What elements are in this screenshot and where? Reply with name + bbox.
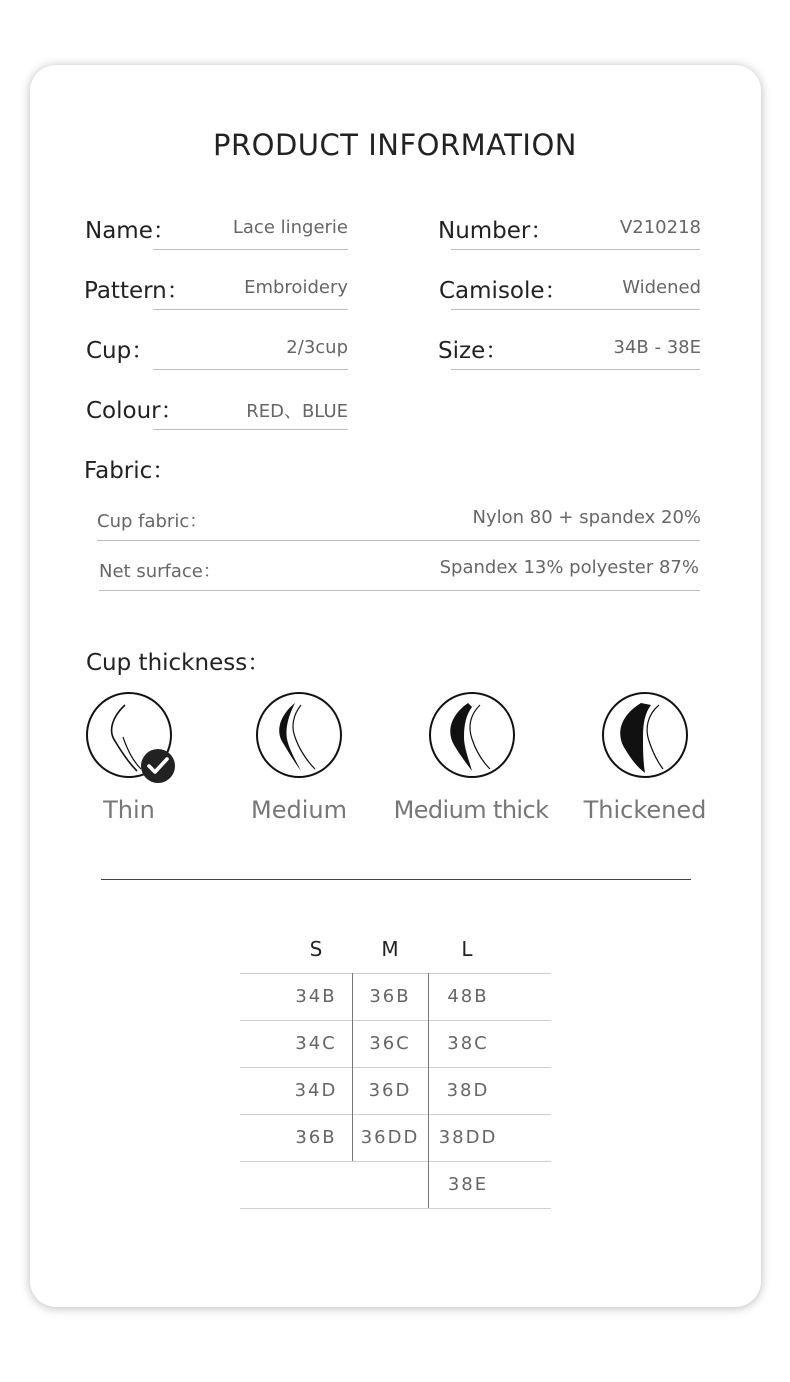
cup-fabric-divider bbox=[97, 540, 700, 541]
cup-divider bbox=[153, 369, 348, 370]
number-value: V210218 bbox=[619, 217, 701, 238]
table-cell: 36D bbox=[368, 1080, 412, 1101]
product-info-card bbox=[30, 65, 761, 1307]
table-rule bbox=[240, 1114, 551, 1115]
size-divider bbox=[451, 369, 700, 370]
cup-label: Cup： bbox=[86, 338, 155, 364]
name-value: Lace lingerie bbox=[232, 217, 348, 238]
cup-fabric-value: Nylon 80 + spandex 20% bbox=[472, 507, 701, 528]
selected-check-icon bbox=[141, 749, 175, 783]
fabric-heading: Fabric： bbox=[84, 458, 176, 484]
colour-label: Colour： bbox=[86, 398, 184, 424]
table-cell: 36B bbox=[295, 1127, 337, 1148]
thickness-option-thin[interactable]: Thin bbox=[103, 796, 155, 824]
medium-cup-icon bbox=[255, 691, 343, 779]
page-title: PRODUCT INFORMATION bbox=[213, 128, 577, 162]
table-rule bbox=[240, 973, 551, 974]
section-divider bbox=[101, 879, 691, 880]
table-rule bbox=[240, 1067, 551, 1068]
pattern-value: Embroidery bbox=[244, 277, 348, 298]
thickness-option-thickened[interactable]: Thickened bbox=[583, 796, 707, 824]
net-surface-divider bbox=[99, 590, 700, 591]
table-rule bbox=[240, 1161, 551, 1162]
camisole-value: Widened bbox=[622, 277, 701, 298]
colour-divider bbox=[153, 429, 348, 430]
table-cell: 38E bbox=[447, 1174, 489, 1195]
pattern-label: Pattern： bbox=[84, 278, 190, 304]
table-cell: 36C bbox=[369, 1033, 411, 1054]
net-surface-label: Net surface： bbox=[99, 561, 221, 582]
table-cell: 36B bbox=[369, 986, 411, 1007]
table-cell: 36DD bbox=[360, 1127, 420, 1148]
table-cell: 38DD bbox=[438, 1127, 498, 1148]
thickness-option-medium[interactable]: Medium bbox=[251, 796, 347, 824]
thickened-cup-icon bbox=[601, 691, 689, 779]
thickness-option-medium-thick[interactable]: Medium thick bbox=[393, 796, 549, 824]
name-divider bbox=[153, 249, 348, 250]
size-value: 34B - 38E bbox=[613, 337, 701, 358]
size-header-m: M bbox=[381, 937, 399, 961]
name-label: Name： bbox=[85, 218, 176, 244]
camisole-label: Camisole： bbox=[439, 278, 568, 304]
size-label: Size： bbox=[438, 338, 509, 364]
cup-value: 2/3cup bbox=[286, 337, 348, 358]
pattern-divider bbox=[153, 309, 348, 310]
camisole-divider bbox=[451, 309, 700, 310]
table-cell: 38C bbox=[447, 1033, 489, 1054]
table-cell: 34D bbox=[294, 1080, 338, 1101]
cup-thickness-heading: Cup thickness： bbox=[86, 650, 271, 676]
number-label: Number： bbox=[438, 218, 554, 244]
table-cell: 34C bbox=[295, 1033, 337, 1054]
size-header-l: L bbox=[461, 937, 473, 961]
net-surface-value: Spandex 13% polyester 87% bbox=[439, 557, 699, 578]
colour-value: RED、BLUE bbox=[246, 401, 348, 422]
table-rule bbox=[240, 1020, 551, 1021]
table-cell: 34B bbox=[295, 986, 337, 1007]
table-cell: 38D bbox=[446, 1080, 490, 1101]
cup-fabric-label: Cup fabric： bbox=[97, 511, 208, 532]
size-header-s: S bbox=[309, 937, 323, 961]
table-rule bbox=[240, 1208, 551, 1209]
table-cell: 48B bbox=[447, 986, 489, 1007]
number-divider bbox=[451, 249, 700, 250]
medium-thick-cup-icon bbox=[428, 691, 516, 779]
